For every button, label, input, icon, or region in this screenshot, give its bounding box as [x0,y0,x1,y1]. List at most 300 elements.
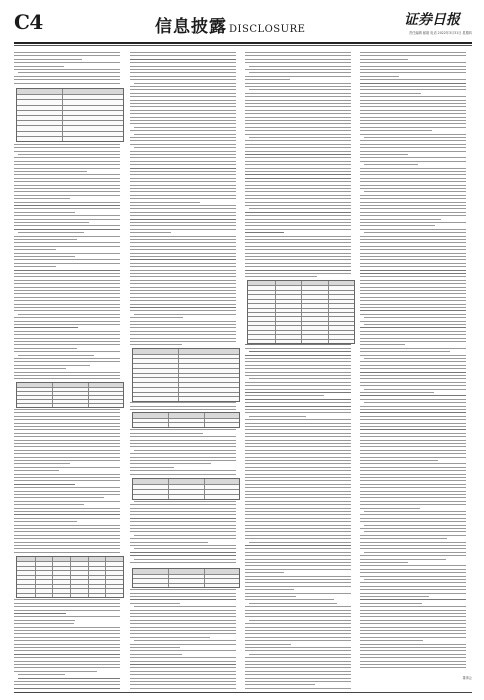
text-line [360,205,466,206]
text-line [14,654,120,655]
text-line [245,202,351,203]
text-line [130,273,236,274]
text-line [130,637,210,638]
text-line [130,137,236,138]
text-line [130,188,236,189]
text-line [130,130,236,131]
text-line [245,664,351,665]
text-line [364,402,466,403]
text-line [245,637,351,638]
text-line [360,446,466,447]
text-line [360,236,466,237]
text-line [130,531,236,532]
text-line [360,259,466,260]
masthead-rule [14,42,472,44]
text-line [364,191,466,192]
table-row [17,395,123,396]
text-line [360,239,466,240]
text-line [245,688,351,689]
text-line [130,463,211,464]
editor-info: 责任编辑 邮箱 电话 2022年3月31日 星期四 [409,31,472,35]
text-line [245,348,351,349]
text-line [245,474,351,475]
text-line [130,276,236,277]
text-line [245,263,351,264]
text-line [245,460,351,461]
section-title-cn: 信息披露 [155,17,227,37]
text-line [245,599,334,600]
text-line [245,83,351,84]
text-line [360,667,466,668]
text-line [14,239,77,240]
text-line [245,630,351,631]
text-line [14,446,120,447]
text-line [249,137,351,138]
text-line [245,113,351,114]
text-line [14,433,120,434]
text-line [130,681,236,682]
text-line [14,470,59,471]
text-line [130,69,236,70]
text-line [130,157,236,158]
table-row [17,115,123,116]
text-line [14,195,120,196]
text-line [245,355,351,356]
text-line [130,555,236,556]
text-line [130,283,236,284]
text-line [245,96,351,97]
text-line [245,395,324,396]
text-line [245,467,351,468]
text-line [14,79,120,80]
text-line [360,589,466,590]
text-line [245,552,351,553]
text-line [130,511,236,512]
text-line [360,202,466,203]
text-line [245,174,351,175]
text-line [245,674,351,675]
text-line [245,501,351,502]
text-line [245,256,351,257]
text-line [360,76,399,77]
text-line [360,542,466,543]
text-line [245,151,351,152]
table-row [133,418,239,419]
text-line [360,406,466,407]
section-title [155,12,305,37]
text-line [360,572,466,573]
text-line [245,419,351,420]
text-line [360,110,466,111]
text-line [245,525,351,526]
text-line [14,304,120,305]
table-column-divider [52,557,53,597]
text-line [360,123,466,124]
text-line [245,555,351,556]
text-line [14,637,120,638]
text-line [360,208,466,209]
text-line [245,463,351,464]
text-line [130,538,236,539]
text-line [360,130,432,131]
masthead [0,0,484,44]
text-line [245,576,351,577]
text-line [360,297,466,298]
text-line [249,351,351,352]
text-line [130,181,236,182]
text-line [130,623,236,624]
text-line [134,501,236,502]
text-line [245,188,351,189]
text-line [245,606,351,607]
text-line [130,96,236,97]
text-line [14,443,120,444]
text-line [245,368,351,369]
text-line [245,140,351,141]
text-line [360,606,466,607]
text-line [14,297,120,298]
text-line [14,640,120,641]
text-line [130,89,236,90]
text-line [360,307,466,308]
text-line [14,436,120,437]
text-line [130,76,236,77]
text-line [245,623,351,624]
text-line [130,266,236,267]
text-line [360,555,466,556]
text-line [14,453,120,454]
text-line [14,270,120,271]
text-line [245,239,351,240]
text-line [130,151,236,152]
text-line [130,344,182,345]
text-line [245,134,351,135]
text-line [245,144,351,145]
text-line [360,644,466,645]
text-line [245,106,351,107]
text-line [130,280,236,281]
text-line [14,484,75,485]
text-line [18,154,120,155]
text-line [14,661,120,662]
text-line [130,310,236,311]
table-row [17,105,123,106]
text-line [245,127,351,128]
data-table [16,88,124,142]
text-line [360,154,408,155]
text-line [360,497,466,498]
text-line [130,684,236,685]
text-line [360,521,466,522]
text-line [130,222,236,223]
text-line [130,120,236,121]
text-line [245,548,351,549]
text-line [360,351,450,352]
text-line [360,616,466,617]
table-column-divider [204,569,205,587]
text-line [14,283,120,284]
text-line [360,103,466,104]
text-line [245,236,351,237]
text-line [245,249,351,250]
text-line [249,89,351,90]
text-line [245,232,284,233]
text-line [360,538,447,539]
table-column-divider [88,557,89,597]
text-line [245,443,351,444]
text-line [14,174,120,175]
text-line [245,508,351,509]
text-line [130,341,236,342]
text-line [130,304,236,305]
text-line [130,596,236,597]
text-line [360,504,466,505]
text-line [14,599,120,600]
text-line [245,375,351,376]
text-line [14,460,120,461]
table-column-divider [105,557,106,597]
text-line [130,208,236,209]
text-line [130,191,236,192]
text-line [130,552,236,553]
text-line [14,545,120,546]
table-row [133,392,239,393]
text-line [360,188,466,189]
text-line [134,127,236,128]
text-line [130,650,236,651]
text-line [360,518,466,519]
text-line [130,545,236,546]
text-line [130,55,236,56]
text-line [245,276,317,277]
text-line [14,610,120,611]
table-row [17,99,123,100]
text-line [360,198,466,199]
text-line [14,426,120,427]
text-line [360,623,466,624]
text-line [130,678,236,679]
text-line [134,83,236,84]
text-line [14,525,120,526]
text-line [364,358,466,359]
text-line [14,185,120,186]
text-line [245,661,351,662]
text-line [360,562,408,563]
text-line [245,681,351,682]
text-line [360,664,466,665]
text-line [360,270,466,271]
text-line [245,440,351,441]
text-line [245,69,351,70]
table-row [133,373,239,374]
text-line [14,161,120,162]
text-line [364,552,466,553]
text-line [245,225,351,226]
text-line [130,307,236,308]
text-line [360,593,466,594]
text-line [130,331,236,332]
text-line [14,552,120,553]
data-table [247,280,355,344]
text-line [360,429,466,430]
text-line [245,484,351,485]
text-line [245,433,351,434]
text-line [14,273,120,274]
text-line [360,565,466,566]
text-line [130,171,236,172]
text-line [14,538,120,539]
text-line [14,548,120,549]
text-line [245,52,351,53]
text-line [134,134,236,135]
text-line [245,684,315,685]
text-line [14,511,120,512]
table-row [17,131,123,132]
text-line [14,477,120,478]
text-line [245,385,351,386]
text-line [130,453,236,454]
text-line [360,174,466,175]
text-line [360,361,466,362]
text-line [130,168,236,169]
text-line [134,548,236,549]
text-line [245,497,351,498]
text-line [130,300,236,301]
text-line [360,423,466,424]
text-line [14,358,120,359]
text-line [360,276,466,277]
text-line [360,508,420,509]
text-line [245,562,351,563]
text-line [245,426,351,427]
table-row [17,120,123,121]
table-row [17,94,123,95]
text-line [130,654,182,655]
table-column-divider [204,479,205,499]
text-line [130,467,174,468]
text-line [14,344,120,345]
table-row [133,422,239,423]
text-line [14,412,120,413]
text-line [14,667,120,668]
text-line [245,409,351,410]
text-line [130,106,236,107]
text-line [130,195,236,196]
text-line [130,406,236,407]
table-column-divider [62,89,63,141]
text-line [14,310,120,311]
text-line [245,164,351,165]
text-line [360,157,466,158]
text-line [130,518,236,519]
text-line [360,453,466,454]
text-line [245,55,351,56]
text-line [245,511,351,512]
data-table [132,348,240,402]
text-line [360,181,466,182]
text-line [360,300,466,301]
text-line [245,514,351,515]
text-line [360,416,466,417]
text-line [245,671,351,672]
text-line [364,389,466,390]
text-line [360,637,466,638]
text-line [245,406,351,407]
page-bottom-rule [14,692,472,693]
text-line [245,117,351,118]
text-line [14,246,120,247]
text-line [360,467,466,468]
text-line [360,433,466,434]
text-line [14,501,120,502]
text-line [360,548,466,549]
text-line [130,239,236,240]
text-line [14,518,120,519]
text-line [14,423,120,424]
text-line [14,208,120,209]
text-line [130,664,236,665]
text-line [245,487,351,488]
text-line [130,613,236,614]
text-line [245,613,351,614]
text-line [14,375,120,376]
text-line [130,514,236,515]
text-line [360,69,466,70]
text-line [14,616,120,617]
text-line [360,178,466,179]
text-line [360,344,405,345]
text-line [134,314,236,315]
text-line [360,582,466,583]
text-line [14,657,120,658]
text-line [130,457,236,458]
text-line [360,528,466,529]
text-line [245,59,351,60]
text-line [360,514,466,515]
text-line [130,508,236,509]
text-line [360,134,466,135]
text-line [245,667,351,668]
text-line [245,171,351,172]
text-line [130,674,236,675]
table-column-divider [204,413,205,427]
text-line [14,147,120,148]
text-line [130,86,236,87]
text-line [130,270,236,271]
text-line [245,222,351,223]
text-line [14,613,66,614]
text-line [14,647,120,648]
text-line [245,521,351,522]
text-line [249,208,351,209]
text-line [245,253,351,254]
text-line [130,657,236,658]
text-line [130,66,236,67]
text-line [360,151,466,152]
text-line [14,202,120,203]
text-line [130,59,236,60]
text-line [360,599,466,600]
text-line [360,304,466,305]
text-line [130,334,236,335]
signature-note: 董事会 [462,676,472,680]
text-line [134,147,236,148]
text-line [364,525,466,526]
text-line [360,161,466,162]
table-row [133,484,239,485]
text-line [14,168,120,169]
text-line [134,606,236,607]
